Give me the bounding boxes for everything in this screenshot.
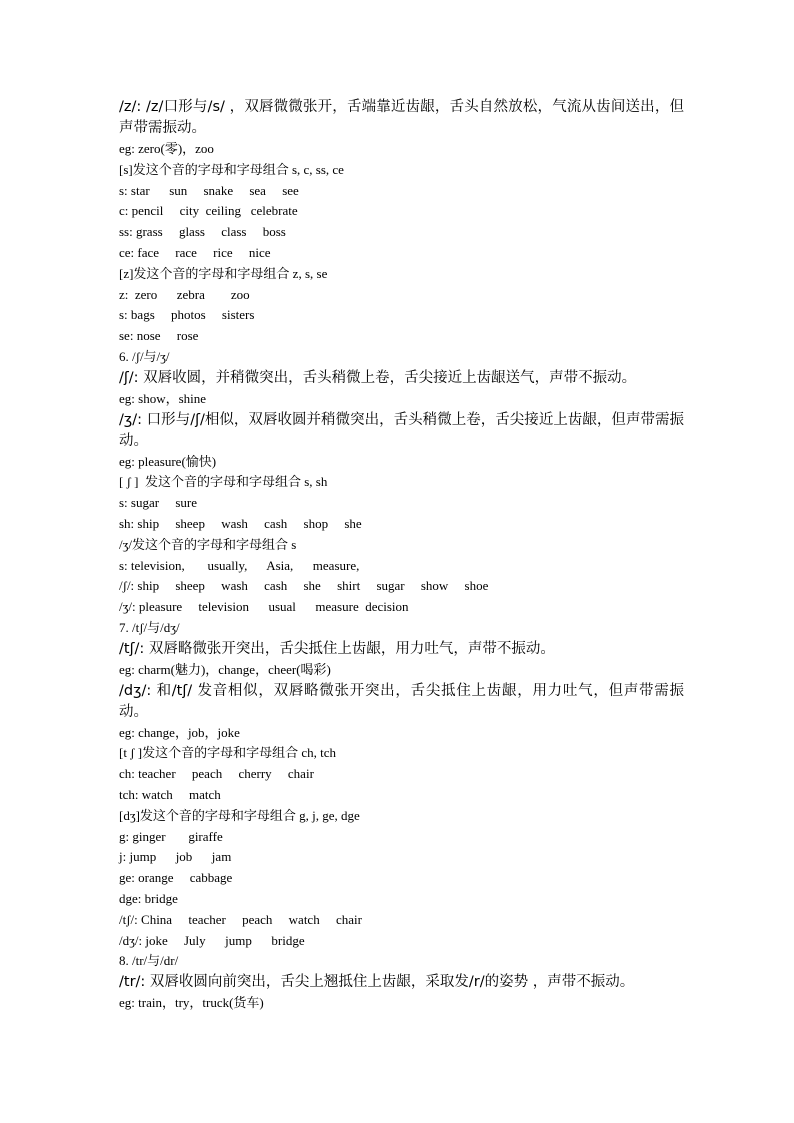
text-line: eg: change，job，joke (119, 724, 240, 740)
text-line: ch: teacher peach cherry chair (119, 766, 314, 782)
text-line: c: pencil city ceiling celebrate (119, 203, 298, 219)
text-line: [s]发这个音的字母和字母组合 s, c, ss, ce (119, 161, 344, 177)
text-line: /ʒ/: pleasure television usual measure decision (119, 599, 409, 615)
text-line: /ʒ/发这个音的字母和字母组合 s (119, 536, 297, 552)
text-line: 7. /tʃ/与/dʒ/ (119, 619, 180, 635)
text-line: z: zero zebra zoo (119, 286, 250, 302)
text-line: /ʃ/: ship sheep wash cash she shirt sugar show shoe (119, 578, 489, 594)
paragraph-text: /dʒ/: 和/tʃ/ 发音相似，双唇略微张开突出，舌尖抵住上齿龈，用力吐气，但声带需振动。 (119, 682, 684, 720)
text-line: [dʒ]发这个音的字母和字母组合 g, j, ge, dge (119, 807, 360, 823)
paragraph-text: /tʃ/: 双唇略微张开突出，舌尖抵住上齿龈，用力吐气，声带不振动。 (119, 640, 555, 657)
text-line: ge: orange cabbage (119, 870, 233, 886)
text-line: eg: train，try，truck(货车) (119, 995, 264, 1011)
text-line: j: jump job jam (119, 849, 232, 865)
text-line: s: star sun snake sea see (119, 182, 299, 198)
paragraph-text: /ʃ/: 双唇收圆，并稍微突出，舌头稍微上卷，舌尖接近上齿龈送气，声带不振动。 (119, 369, 637, 386)
text-line: sh: ship sheep wash cash shop she (119, 515, 362, 531)
text-line: g: ginger giraffe (119, 828, 223, 844)
text-line: eg: charm(魅力)，change，cheer(喝彩) (119, 661, 331, 677)
paragraph-text: /z/: /z/口形与/s/ ，双唇微微张开，舌端靠近齿龈，舌头自然放松，气流从齿间送出，但声带需振动。 (119, 99, 684, 136)
text-line: [ ʃ ] 发这个音的字母和字母组合 s, sh (119, 474, 328, 490)
text-line: s: television, usually, Asia, measure, (119, 557, 360, 573)
text-line: ss: grass glass class boss (119, 224, 286, 240)
text-line: s: sugar sure (119, 495, 197, 511)
text-line: dge: bridge (119, 890, 178, 906)
text-line: se: nose rose (119, 328, 199, 344)
text-line: [z]发这个音的字母和字母组合 z, s, se (119, 265, 328, 281)
text-line: eg: show，shine (119, 390, 207, 406)
text-line: [t ʃ ]发这个音的字母和字母组合 ch, tch (119, 745, 337, 761)
text-line: 8. /tr/与/dr/ (119, 953, 179, 969)
text-line: /tʃ/: China teacher peach watch chair (119, 911, 362, 927)
text-line: eg: pleasure(愉快) (119, 453, 217, 469)
text-line: /dʒ/: joke July jump bridge (119, 932, 305, 948)
text-line: tch: watch match (119, 786, 221, 802)
document-page (119, 97, 684, 1014)
text-line: s: bags photos sisters (119, 307, 255, 323)
text-line: ce: face race rice nice (119, 244, 271, 260)
paragraph-text: /tr/: 双唇收圆向前突出，舌尖上翘抵住上齿龈，采取发/r/的姿势 ，声带不振动。 (119, 974, 635, 991)
text-line: eg: zero(零)，zoo (119, 141, 214, 156)
text-line: 6. /ʃ/与/ʒ/ (119, 348, 170, 364)
paragraph-text: /ʒ/: 口形与/ʃ/相似，双唇收圆并稍微突出，舌头稍微上卷，舌尖接近上齿龈，但声带需振动。 (119, 411, 684, 449)
